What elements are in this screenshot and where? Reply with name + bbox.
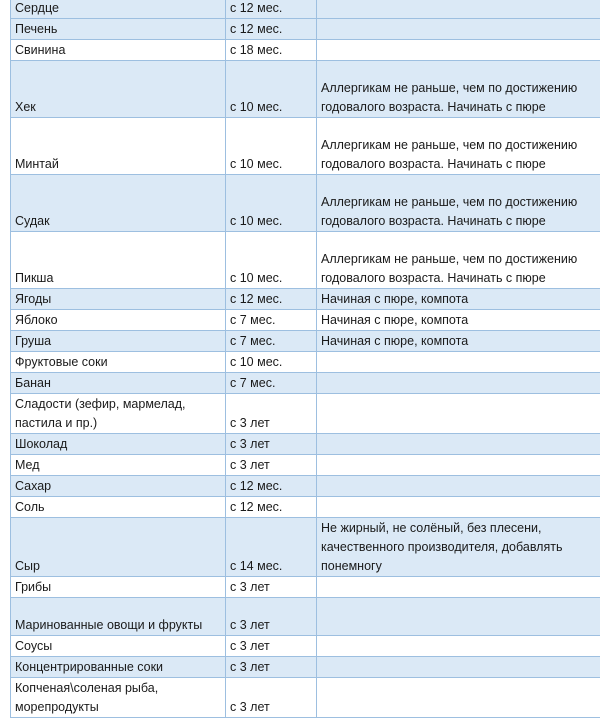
- age-cell: с 7 мес.: [226, 310, 317, 331]
- age-cell: с 3 лет: [226, 598, 317, 636]
- age-cell: с 3 лет: [226, 636, 317, 657]
- age-cell: с 10 мес.: [226, 232, 317, 289]
- note-cell: [317, 678, 600, 718]
- note-cell: Начиная с пюре, компота: [317, 331, 600, 352]
- age-cell: с 3 лет: [226, 394, 317, 434]
- product-cell: Сладости (зефир, мармелад, пастила и пр.): [11, 394, 226, 434]
- table-row: [11, 476, 600, 497]
- note-cell: Начиная с пюре, компота: [317, 289, 600, 310]
- table-row: [11, 310, 600, 331]
- note-cell: [317, 598, 600, 636]
- table-row: [11, 61, 600, 118]
- product-cell: Сердце: [11, 0, 226, 19]
- note-cell: [317, 636, 600, 657]
- table-row: [11, 331, 600, 352]
- note-cell: [317, 352, 600, 373]
- product-cell: Яблоко: [11, 310, 226, 331]
- table-row: [11, 19, 600, 40]
- note-cell: [317, 40, 600, 61]
- table-row: [11, 636, 600, 657]
- table-row: [11, 577, 600, 598]
- table-row: [11, 657, 600, 678]
- product-cell: Пикша: [11, 232, 226, 289]
- note-cell: Аллергикам не раньше, чем по достижению годовалого возраста. Начинать с пюре: [317, 118, 600, 175]
- note-cell: [317, 0, 600, 19]
- table-row: [11, 497, 600, 518]
- age-cell: с 12 мес.: [226, 0, 317, 19]
- age-cell: с 12 мес.: [226, 289, 317, 310]
- age-cell: с 3 лет: [226, 577, 317, 598]
- age-cell: с 7 мес.: [226, 373, 317, 394]
- product-cell: Сыр: [11, 518, 226, 577]
- product-cell: Банан: [11, 373, 226, 394]
- note-cell: [317, 476, 600, 497]
- age-cell: с 10 мес.: [226, 61, 317, 118]
- table-row: [11, 455, 600, 476]
- table-row: [11, 678, 600, 718]
- note-cell: Аллергикам не раньше, чем по достижению годовалого возраста. Начинать с пюре: [317, 61, 600, 118]
- age-cell: с 3 лет: [226, 678, 317, 718]
- product-cell: Груша: [11, 331, 226, 352]
- product-cell: Мед: [11, 455, 226, 476]
- table-row: [11, 434, 600, 455]
- note-cell: [317, 373, 600, 394]
- table-row: [11, 175, 600, 232]
- age-cell: с 12 мес.: [226, 497, 317, 518]
- note-cell: [317, 434, 600, 455]
- note-cell: Не жирный, не солёный, без плесени, качественного производителя, добавлять понемногу: [317, 518, 600, 577]
- age-cell: с 12 мес.: [226, 19, 317, 40]
- age-cell: с 18 мес.: [226, 40, 317, 61]
- table-row: [11, 352, 600, 373]
- note-cell: [317, 657, 600, 678]
- age-cell: с 7 мес.: [226, 331, 317, 352]
- age-cell: с 10 мес.: [226, 352, 317, 373]
- table-row: [11, 518, 600, 577]
- product-cell: Фруктовые соки: [11, 352, 226, 373]
- table-row: [11, 373, 600, 394]
- product-cell: Минтай: [11, 118, 226, 175]
- table-row: [11, 118, 600, 175]
- note-cell: Аллергикам не раньше, чем по достижению годовалого возраста. Начинать с пюре: [317, 232, 600, 289]
- table-row: [11, 598, 600, 636]
- table-row: [11, 232, 600, 289]
- product-cell: Сахар: [11, 476, 226, 497]
- product-cell: Соль: [11, 497, 226, 518]
- product-cell: Концентрированные соки: [11, 657, 226, 678]
- age-cell: с 3 лет: [226, 657, 317, 678]
- table-row: [11, 289, 600, 310]
- note-cell: Начиная с пюре, компота: [317, 310, 600, 331]
- note-cell: [317, 19, 600, 40]
- age-cell: с 14 мес.: [226, 518, 317, 577]
- product-cell: Соусы: [11, 636, 226, 657]
- food-introduction-table: [10, 0, 600, 718]
- age-cell: с 10 мес.: [226, 175, 317, 232]
- note-cell: Аллергикам не раньше, чем по достижению годовалого возраста. Начинать с пюре: [317, 175, 600, 232]
- product-cell: Ягоды: [11, 289, 226, 310]
- age-cell: с 12 мес.: [226, 476, 317, 497]
- age-cell: с 3 лет: [226, 434, 317, 455]
- table-row: [11, 0, 600, 19]
- age-cell: с 3 лет: [226, 455, 317, 476]
- product-cell: Шоколад: [11, 434, 226, 455]
- product-cell: Хек: [11, 61, 226, 118]
- product-cell: Свинина: [11, 40, 226, 61]
- table-row: [11, 40, 600, 61]
- product-cell: Судак: [11, 175, 226, 232]
- note-cell: [317, 577, 600, 598]
- product-cell: Копченая\соленая рыба, морепродукты: [11, 678, 226, 718]
- product-cell: Печень: [11, 19, 226, 40]
- note-cell: [317, 497, 600, 518]
- product-cell: Грибы: [11, 577, 226, 598]
- age-cell: с 10 мес.: [226, 118, 317, 175]
- note-cell: [317, 394, 600, 434]
- product-cell: Маринованные овощи и фрукты: [11, 598, 226, 636]
- table-row: [11, 394, 600, 434]
- note-cell: [317, 455, 600, 476]
